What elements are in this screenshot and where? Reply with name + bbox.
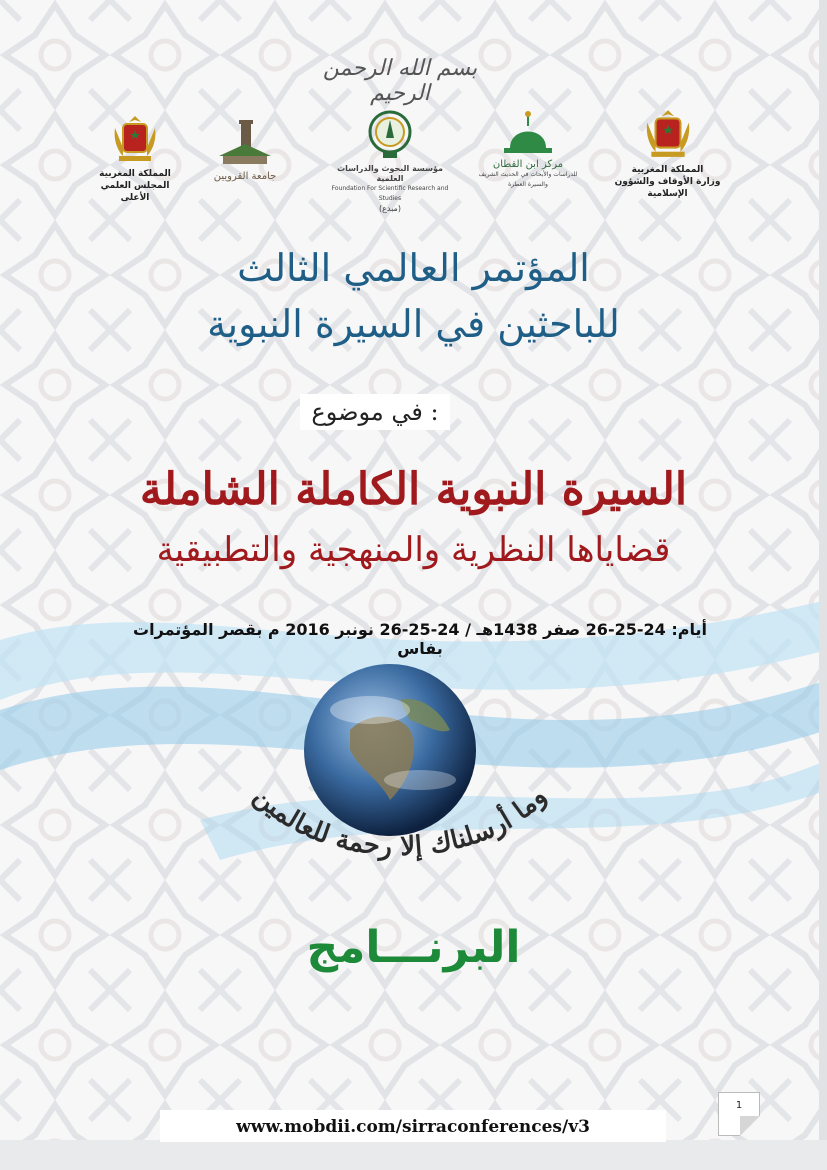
logo-qarawiyyin-university: [205, 118, 285, 182]
calligraphy-slogan: [220, 760, 580, 890]
logo-caption-line3: (مبدع): [379, 204, 401, 213]
footer-url-bar: [160, 1110, 666, 1142]
page-number-box: [718, 1092, 760, 1136]
bottom-border: [0, 1140, 827, 1170]
conference-title: المؤتمر العالمي الثالث: [237, 246, 590, 290]
conference-subject: السيرة النبوية الكاملة الشاملة: [139, 464, 688, 515]
logo-caption-line1: مؤسسة البحوث والدراسات العلمية: [337, 164, 443, 183]
basmala-calligraphy: بسم الله الرحمن الرحيم: [322, 56, 478, 106]
logo-caption-line2: المجلس العلمي الأعلى: [100, 181, 170, 203]
logo-caption-line1: جامعة القرويين: [213, 171, 277, 182]
logo-caption-line2: للدراسات والأبحاث في الحديث الشريف والسيرة العطرة: [478, 171, 578, 188]
slogan-text: وما أرسلناك إلا رحمة للعالمين: [247, 781, 553, 863]
foundation-emblem-icon: [367, 108, 413, 160]
logo-caption-line1: مركز ابن القطان: [492, 159, 564, 170]
conference-subject-subtitle: قضاياها النظرية والمنهجية والتطبيقية: [156, 530, 671, 570]
right-border: [819, 0, 827, 1170]
page-fold-corner: [740, 1116, 760, 1136]
conference-subtitle: للباحثين في السيرة النبوية: [207, 302, 620, 346]
moroccan-emblem-icon: [641, 106, 695, 160]
conference-dates: أيام: 24-25-26 صفر 1438هـ / 24-25-26 نونبر 2016 م بقصر المؤتمرات بفاس: [133, 620, 707, 658]
green-dome-icon: [496, 108, 560, 156]
topic-label: في موضوع :: [300, 394, 450, 430]
logo-supreme-council: [90, 112, 180, 204]
logo-ministry-endowments: [600, 106, 735, 200]
mosque-tower-icon: [215, 118, 275, 168]
logo-ibn-qattan-center: [478, 108, 578, 190]
svg-text:وما أرسلناك إلا رحمة للعالمين: [248, 781, 553, 862]
logo-caption-line1: المملكة المغربية: [631, 165, 704, 175]
website-link[interactable]: www.mobdii.com/sirraconferences/v3: [236, 1117, 590, 1137]
logo-research-foundation: [330, 108, 450, 214]
logo-caption-line2: Foundation For Scientific Research and Studies: [331, 185, 449, 202]
logo-caption-line2: وزارة الأوقاف والشؤون الإسلامية: [614, 177, 721, 199]
program-heading: البرنـــامج: [306, 922, 521, 973]
page-number: 1: [735, 1100, 743, 1111]
logo-caption-line1: المملكة المغربية: [99, 169, 171, 179]
moroccan-emblem-icon: [109, 112, 161, 164]
